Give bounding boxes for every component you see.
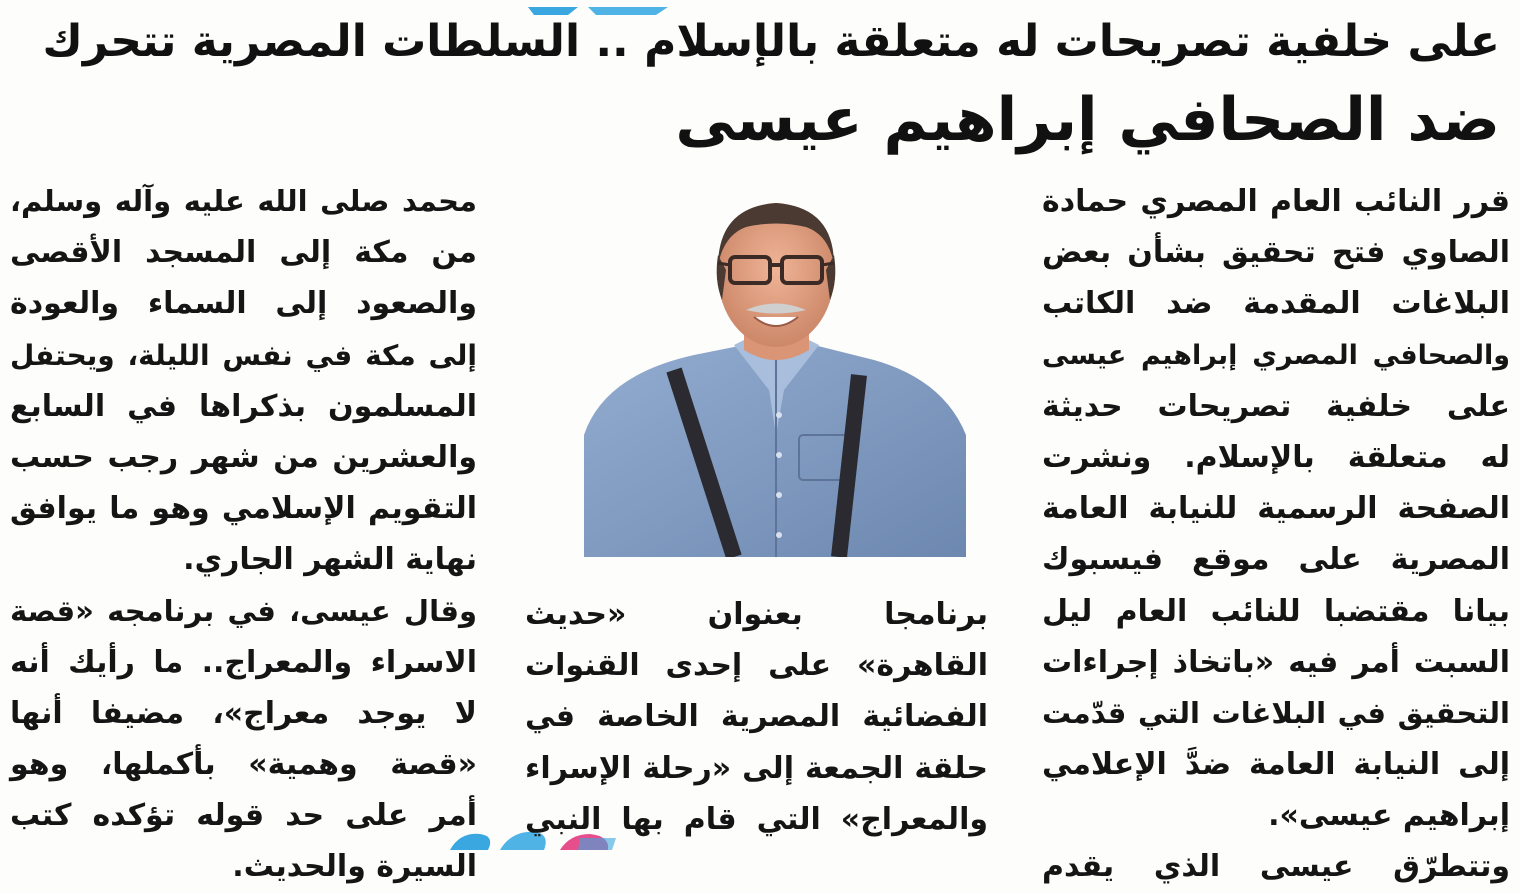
text-line: إلى النيابة العامة ضدَّ الإعلامي — [1042, 747, 1510, 783]
text-line: السيرة والحديث. — [232, 849, 477, 885]
text-line: المصرية على موقع فيسبوك — [1042, 542, 1510, 578]
portrait-photo — [584, 185, 966, 557]
text-line: والصحافي المصري إبراهيم عيسى — [1042, 339, 1510, 371]
text-line: الصاوي فتح تحقيق بشأن بعض — [1042, 235, 1510, 271]
text-line: على خلفية تصريحات حديثة — [1042, 388, 1510, 424]
text-line: والعشرين من شهر رجب حسب — [10, 439, 477, 475]
text-line: الاسراء والمعراج.. ما رأيك أنه — [10, 644, 477, 680]
text-line: الفضائية المصرية الخاصة في — [525, 699, 988, 735]
text-line: والصعود إلى السماء والعودة — [10, 286, 477, 322]
article-column-middle — [525, 589, 988, 845]
text-line: قرر النائب العام المصري حمادة — [1042, 184, 1510, 219]
man-portrait-icon — [584, 185, 966, 557]
text-line: لا يوجد معراج»، مضيفا أنها — [10, 695, 477, 731]
text-line: والمعراج» التي قام بها النبي — [525, 801, 988, 837]
article-column-right — [1042, 176, 1510, 893]
top-decoration — [528, 0, 668, 8]
text-line: أمر على حد قوله تؤكده كتب — [10, 798, 477, 834]
text-line: بيانا مقتضبا للنائب العام ليل — [1042, 593, 1510, 629]
headline-line-2: ضد الصحافي إبراهيم عيسى — [675, 85, 1500, 155]
text-line: التقويم الإسلامي وهو ما يوافق — [10, 491, 477, 527]
text-line: من مكة إلى المسجد الأقصى — [10, 235, 477, 271]
text-line: السبت أمر فيه «باتخاذ إجراءات — [1042, 644, 1510, 680]
article-column-left — [10, 176, 477, 893]
text-line: برنامجا بعنوان «حديث — [525, 597, 988, 632]
text-line: حلقة الجمعة إلى «رحلة الإسراء — [525, 750, 988, 786]
headline-line-1: على خلفية تصريحات له متعلقة بالإسلام .. السلطات المصرية تتحرك — [42, 16, 1500, 67]
text-line: وقال عيسى، في برنامجه «قصة — [10, 593, 477, 628]
text-line: التحقيق في البلاغات التي قدّمت — [1042, 695, 1510, 730]
text-line: وتتطرّق عيسى الذي يقدم — [1042, 849, 1510, 885]
text-line: الصفحة الرسمية للنيابة العامة — [1042, 491, 1510, 527]
text-line: نهاية الشهر الجاري. — [183, 542, 477, 578]
text-line: البلاغات المقدمة ضد الكاتب — [1042, 286, 1510, 322]
text-line: المسلمون بذكراها في السابع — [10, 388, 477, 424]
text-line: له متعلقة بالإسلام. ونشرت — [1042, 439, 1510, 475]
text-line: «قصة وهمية» بأكملها، وهو — [10, 747, 477, 783]
text-line: القاهرة» على إحدى القنوات — [525, 648, 988, 684]
text-line: إلى مكة في نفس الليلة، ويحتفل — [10, 338, 477, 372]
text-line: محمد صلى الله عليه وآله وسلم، — [10, 184, 477, 218]
text-line: إبراهيم عيسى». — [1268, 798, 1510, 834]
